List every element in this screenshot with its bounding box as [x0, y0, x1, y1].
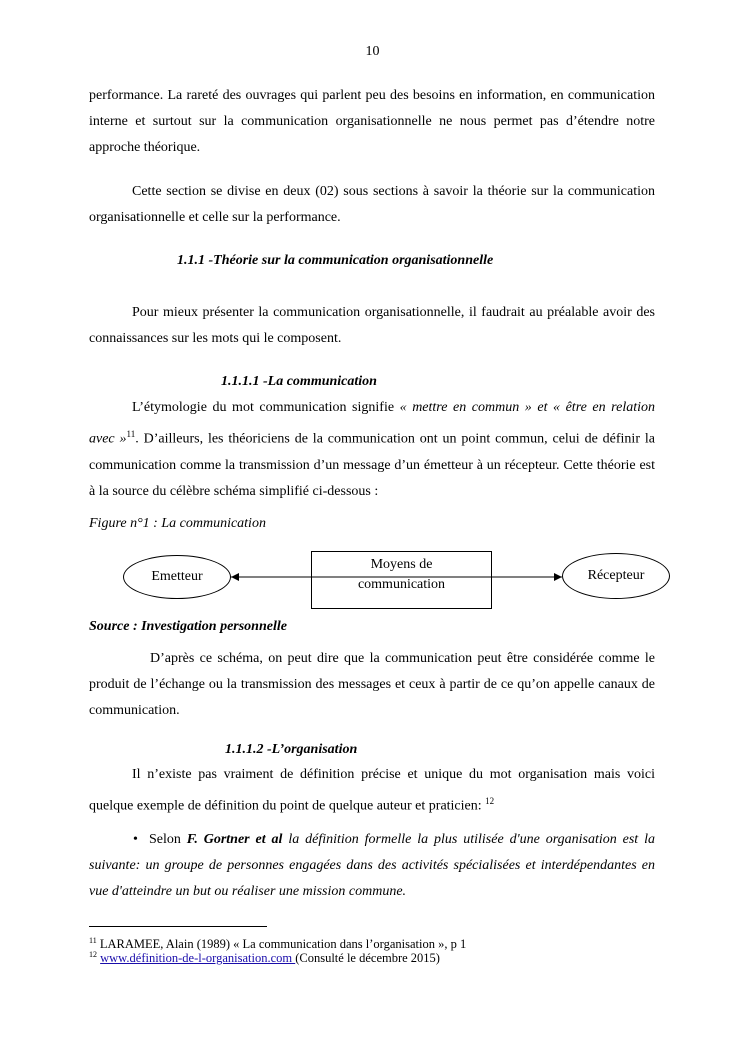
footnote-ref-12[interactable]: 12: [485, 796, 495, 806]
paragraph-schema: D’après ce schéma, on peut dire que la communication peut être considérée comme le produit de l’échange ou la transmission des messages et ceux à partir de ce qu’on appelle canaux de communication.: [89, 651, 655, 718]
page-number: 10: [365, 44, 380, 59]
communication-diagram: [89, 548, 674, 612]
arrow-left-icon: [231, 573, 239, 581]
footnote-12: [89, 948, 440, 965]
bullet-icon: •: [133, 832, 138, 847]
footnote-11-text: LARAMEE, Alain (1989) « La communication dans l’organisation », p 1: [96, 937, 467, 952]
bullet-item: [89, 827, 655, 905]
bullet-lead: Selon: [149, 832, 187, 847]
paragraph-intro: performance. La rareté des ouvrages qui parlent peu des besoins en information, en communication interne et surtout sur la communication organisationnelle ne nous permet pas d’étendre notre approche théorique.: [89, 88, 655, 155]
emetteur-label: Emetteur: [151, 569, 203, 584]
footnote-separator: [89, 926, 267, 927]
moyens-label-line2: communication: [357, 577, 446, 592]
footnote-11-number: 11: [89, 936, 97, 945]
bullet-text: la définition formelle la plus utilisée d'une organisation est la suivante: un groupe de personnes engagées dans des activités spécialisées et interdépendantes en vue d'atteindre un but ou réaliser une mission commune.: [89, 832, 655, 899]
heading-theorie: 1.1.1 -Théorie sur la communication organisationnelle: [177, 253, 494, 268]
paragraph-organisation: [89, 762, 655, 820]
footnote-12-number: 12: [89, 950, 97, 959]
etymologie-text: L’étymologie du mot communication signifie: [132, 400, 400, 415]
moyens-node: [311, 551, 492, 609]
etymologie-rest: . D’ailleurs, les théoriciens de la communication ont un point commun, celui de définir la communication comme la transmission d’un message d’un émetteur à un récepteur. Cette théorie est à la source du célèbre schéma simplifié ci-dessous :: [89, 431, 655, 499]
bullet-author: F. Gortner et al: [186, 832, 283, 847]
footnote-12-text: (Consulté le décembre 2015): [295, 951, 440, 966]
recepteur-node: [562, 553, 670, 599]
paragraph-presentation: Pour mieux présenter la communication organisationnelle, il faudrait au préalable avoir des connaissances sur les mots qui le composent.: [89, 305, 655, 346]
etymologie-quote: « mettre en commun » et « être en relation avec »: [89, 400, 655, 447]
figure-source: Source : Investigation personnelle: [89, 619, 287, 634]
heading-organisation: 1.1.1.2 -L’organisation: [225, 742, 358, 757]
figure-caption: Figure n°1 : La communication: [89, 516, 266, 531]
footnote-12-link[interactable]: www.définition-de-l-organisation.com: [100, 951, 296, 966]
paragraph-sections: Cette section se divise en deux (02) sous sections à savoir la théorie sur la communication organisationnelle et celle sur la performance.: [89, 184, 655, 225]
organisation-text: Il n’existe pas vraiment de définition précise et unique du mot organisation mais voici quelque exemple de définition du point de quelque auteur et praticien:: [89, 767, 655, 814]
moyens-label-line1: Moyens de: [370, 557, 433, 572]
footnote-ref-11[interactable]: 11: [126, 429, 136, 439]
arrow-right-icon: [554, 573, 562, 581]
paragraph-etymologie: [89, 395, 655, 505]
emetteur-node: [123, 555, 231, 599]
heading-communication: 1.1.1.1 -La communication: [221, 374, 377, 389]
recepteur-label: Récepteur: [587, 568, 645, 583]
